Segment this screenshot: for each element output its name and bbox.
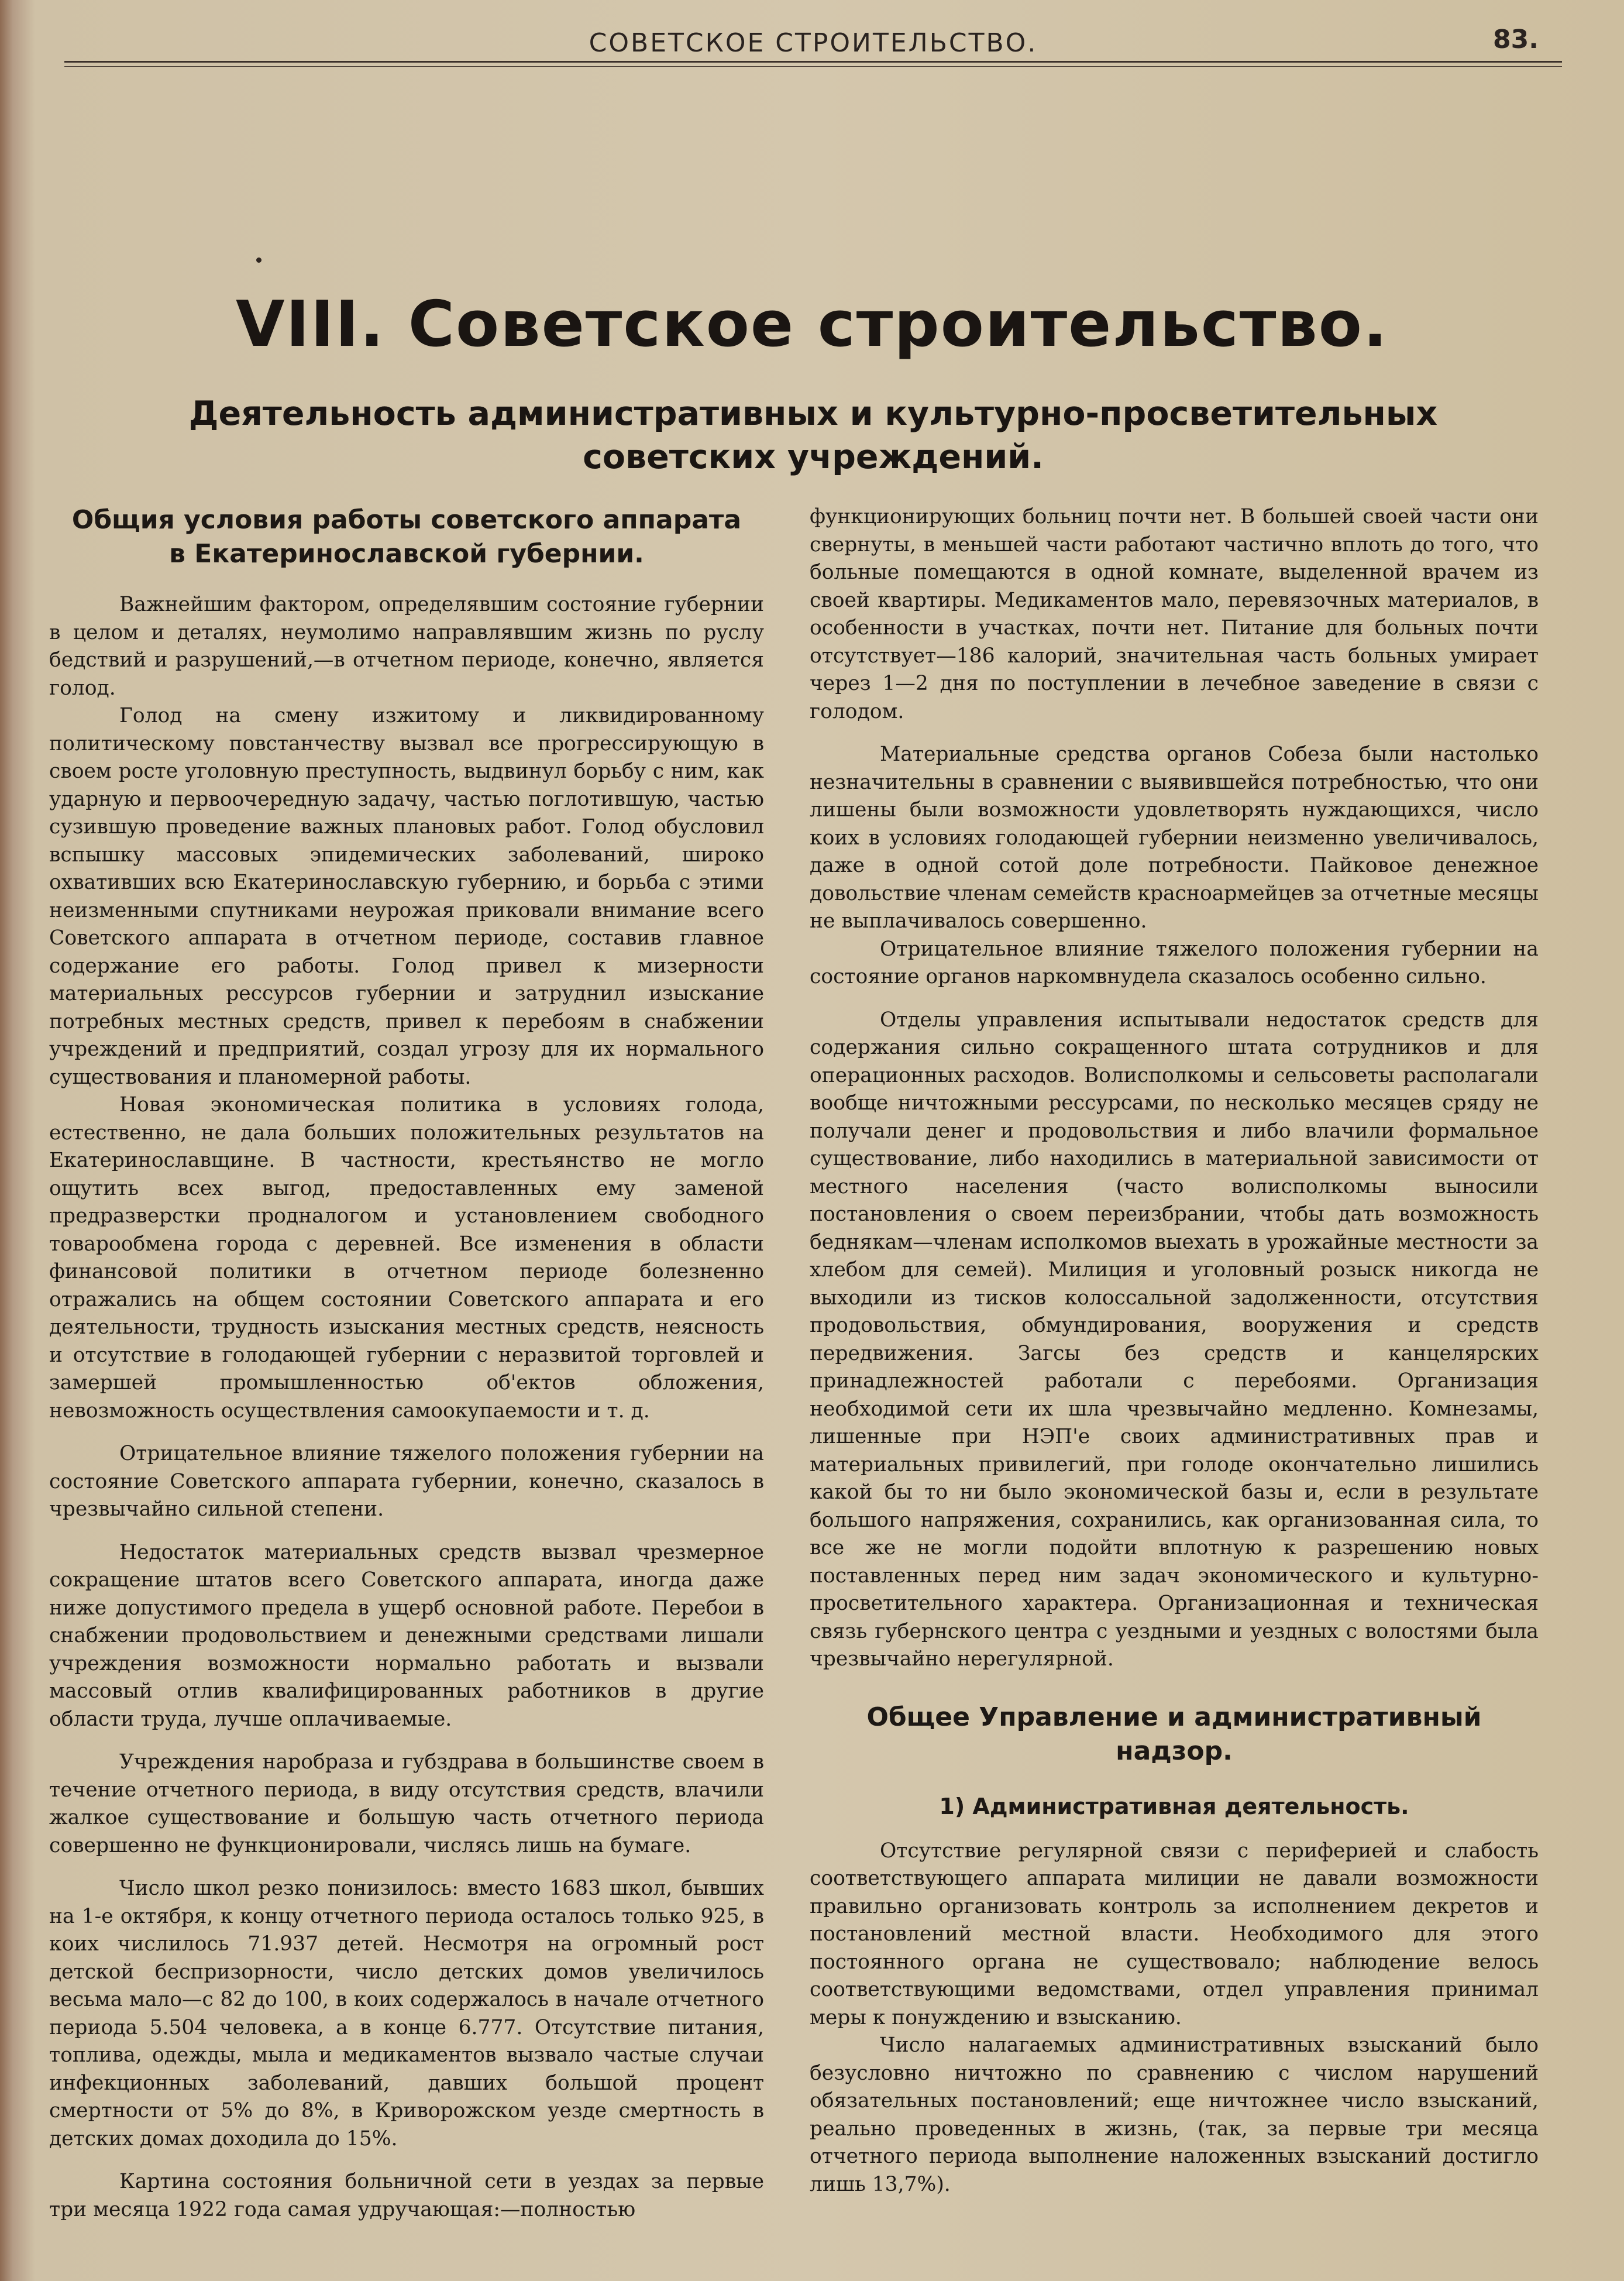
subsubsection-heading: 1) Административная деятельность. <box>939 1793 1409 1819</box>
page-number: 83. <box>1493 25 1539 54</box>
paragraph: Отсутствие регулярной связи с периферией и слабость соответствующего аппарата милиции не давали возможности правильно организовать контроль за исполнением декретов и постановлений местной власти. Необходимого для этого постоянного органа не существовало; наблюдение велось соответствующими ведомствами, отдел управления принимал меры к понуждению и взысканию. <box>810 1839 1539 2029</box>
subsection-heading-line-1: Общее Управление и административный <box>866 1702 1482 1732</box>
running-header <box>64 25 1562 63</box>
paragraph: Новая экономическая политика в условиях голода, естественно, не дала больших положительных результатов на Екатеринославщине. В частности, крестьянство не могло ощутить всех выгод, предоставленных ему заменой предразверстки продналогом и установлением свободного товарообмена города с деревней. Все изменения в области финансовой политики в отчетном периоде болезненно отражались на общем состоянии Советского аппарата и его деятельности, трудность изыскания местных средств, неясность и отсутствие в голодающей губернии с неразвитой торговлей и замершей промышленностью об'ектов обложения, невозможность осуществления самоокупаемости и т. д. <box>49 1093 764 1423</box>
column-heading-line-1: Общия условия работы советского аппарата <box>71 505 742 535</box>
column-heading <box>49 503 764 571</box>
subtitle-line-1: Деятельность административных и культурно-просветительных <box>188 394 1438 433</box>
column-heading-line-2: в Екатеринославской губернии. <box>169 539 644 569</box>
paragraph: Отрицательное влияние тяжелого положения губернии на состояние органов наркомвнудела сказалось особенно сильно. <box>810 937 1539 988</box>
paragraph: Учреждения наробраза и губздрава в большинстве своем в течение отчетного периода, в виду отсутствия средств, влачили жалкое существование и большую часть отчетного периода совершенно не функционировали, числясь лишь на бумаге. <box>49 1750 764 1857</box>
paragraph: Картина состояния больничной сети в уездах за первые три месяца 1922 года самая удручающая:—полностью <box>49 2170 764 2221</box>
left-column <box>49 503 764 2224</box>
ink-dot <box>256 257 262 263</box>
subsection-heading <box>810 1701 1539 1768</box>
paragraph: функционирующих больниц почти нет. В большей своей части они свернуты, в меньшей части работают частично вплоть до того, что больные помещаются в одной комнате, выделенной врачем из своей квартиры. Медикаментов мало, перевязочных материалов, в особенности в участках, почти нет. Питание для больных почти отсутствует—186 калорий, значительная часть больных умирает через 1—2 дня по поступлении в лечебное заведение в связи с голодом. <box>810 505 1539 723</box>
header-rule <box>64 61 1562 63</box>
paragraph: Отрицательное влияние тяжелого положения губернии на состояние Советского аппарата губернии, конечно, сказалось в чрезвычайно сильной степени. <box>49 1442 764 1521</box>
header-rule-thin <box>64 66 1562 67</box>
paragraph: Голод на смену изжитому и ликвидированному политическому повстанчеству вызвал все прогрессирующую в своем росте уголовную преступность, выдвинул борьбу с ним, как ударную и первоочередную задачу, частью поглотившую, частью сузившую проведение важных плановых работ. Голод обусловил вспышку массовых эпидемических заболеваний, широко охвативших всю Екатеринославскую губернию, и борьба с этими неизменными спутниками неурожая приковали внимание всего Советского аппарата в отчетном периоде, составив главное содержание его работы. Голод привел к мизерности материальных рессурсов губернии и затруднил изыскание потребных местных средств, привел к перебоям в снабжении учреждений и предприятий, создал угрозу для их нормального существования и планомерной работы. <box>49 704 764 1089</box>
paragraph: Важнейшим фактором, определявшим состояние губернии в целом и деталях, неумолимо направлявшим жизнь по руслу бедствий и разрушений,—в отчетном периоде, конечно, является голод. <box>49 593 764 700</box>
paragraph: Число школ резко понизилось: вместо 1683 школ, бывших на 1-е октября, к концу отчетного периода осталось только 925, в коих числилось 71.937 детей. Несмотря на огромный рост детской беспризорности, число детских домов увеличилось весьма мало—с 82 до 100, в коих содержалось в начале отчетного периода 5.504 человека, а в конце 6.777. Отсутствие питания, топлива, одежды, мыла и медикаментов вызвало частые случаи инфекционных заболеваний, давших большой процент смертности от 5% до 8%, в Криворожском уезде смертность в детских домах доходила до 15%. <box>49 1877 764 2151</box>
right-column <box>810 503 1539 2198</box>
section-title: VIII. Советское строительство. <box>236 288 1388 361</box>
section-subtitle <box>82 392 1544 479</box>
paragraph: Отделы управления испытывали недостаток средств для содержания сильно сокращенного штата сотрудников и для операционных расходов. Волисполкомы и сельсоветы располагали вообще ничтожными рессурсами, по несколько месяцев сряду не получали денег и продовольствия и либо влачили формальное существование, либо находились в материальной зависимости от местного населения (часто волисполкомы выносили постановления о своем переизбрании, чтобы дать возможность беднякам—членам исполкомов выехать в урожайные местности за хлебом для семей). Милиция и уголовный розыск никогда не выходили из тисков колоссальной задолженности, отсутствия продовольствия, обмундирования, вооружения и средств передвижения. Загсы без средств и канцелярских принадлежностей работали с перебоями. Организация необходимой сети их шла чрезвычайно медленно. Комнезамы, лишенные при НЭП'е своих административных прав и материальных привилегий, при голоде окончательно лишились какой бы то ни было экономической базы и, если в результате большого напряжения, сохранились, как организованная сила, то все же не могли подойти вплотную к разрешению новых поставленных перед ним задач экономического и культурно-просветительного характера. Организационная и техническая связь губернского центра с уездными и уездных с волостями была чрезвычайно нерегулярной. <box>810 1008 1539 1671</box>
paragraph: Материальные средства органов Собеза были настолько незначительны в сравнении с выявившейся потребностью, что они лишены были возможности удовлетворять нуждающихся, число коих в условиях голодающей губернии неизменно увеличивалось, даже в одной сотой доле потребности. Пайковое денежное довольствие членам семейств красноармейцев за отчетные месяцы не выплачивалось совершенно. <box>810 743 1539 933</box>
subtitle-line-2: советских учреждений. <box>583 438 1044 476</box>
paragraph: Число налагаемых административных взысканий было безусловно ничтожно по сравнению с числом нарушений обязательных постановлений; еще ничтожнее число взысканий, реально проведенных в жизнь, (так, за первые три месяца отчетного периода выполнение наложенных взысканий достигло лишь 13,7%). <box>810 2033 1539 2196</box>
running-title: СОВЕТСКОЕ СТРОИТЕЛЬСТВО. <box>589 28 1038 58</box>
paragraph: Недостаток материальных средств вызвал чрезмерное сокращение штатов всего Советского аппарата, иногда даже ниже допустимого предела в ущерб основной работе. Перебои в снабжении продовольствием и денежными средствами лишали учреждения возможности нормально работать и вызвали массовый отлив квалифицированных работников в другие области труда, лучше оплачиваемые. <box>49 1540 764 1731</box>
subsection-heading-line-2: надзор. <box>1116 1736 1233 1766</box>
